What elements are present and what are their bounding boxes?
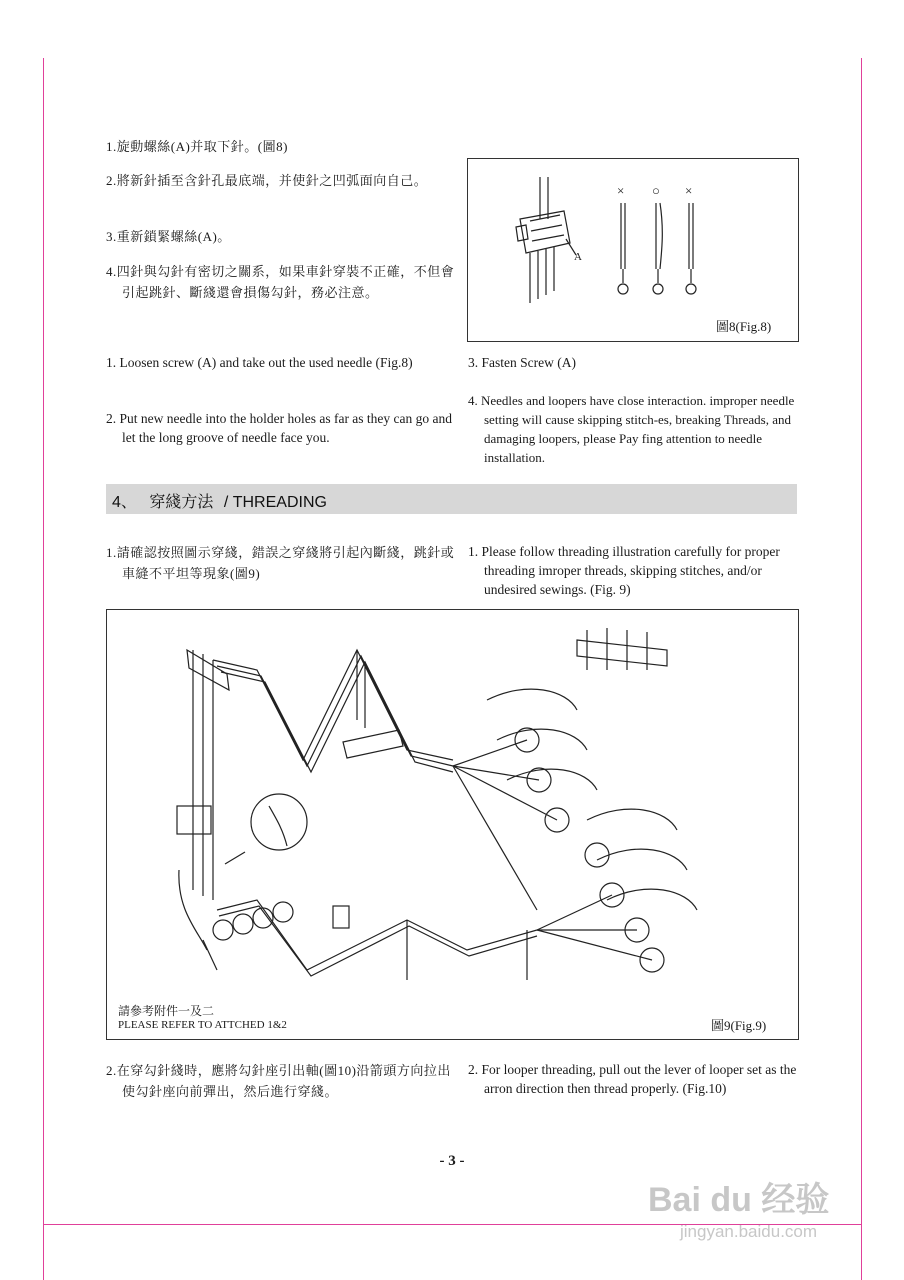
watermark-logo: Bai du 经验 (648, 1181, 830, 1219)
fig9-note-zh: 請參考附件一及二 (118, 1004, 215, 1018)
right-margin-line (861, 58, 862, 1280)
page-number: - 3 - (439, 1153, 465, 1169)
screw-a-label: A (574, 251, 582, 263)
zh-step-4: 4.四針與勾針有密切之關系，如果車針穿裝不正確，不但會引起跳針、斷綫還會損傷勾針，務必注意。 (106, 264, 455, 300)
section-title-en: / THREADING (223, 494, 327, 511)
needle-mark-2: ○ (652, 183, 660, 198)
figure-8 (467, 158, 799, 342)
needle-holder-illustration (468, 159, 798, 341)
threading-diagram (107, 610, 798, 1039)
fig8-caption: 圖8(Fig.8) (716, 319, 772, 334)
threading-zh-1: 1.請確認按照圖示穿綫，錯誤之穿綫將引起內斷綫，跳針或車縫不平坦等現象(圖9) (106, 545, 455, 581)
zh-step-2: 2.將新針插至含針孔最底端，并使針之凹弧面向自己。 (106, 173, 428, 188)
fig9-note-en: PLEASE REFER TO ATTCHED 1&2 (118, 1019, 287, 1031)
zh-step-1: 1.旋動螺絲(A)并取下針。(圖8) (106, 139, 288, 154)
en-step-4: 4. Needles and loopers have close interaction. improper needle setting will cause skipping stitch-es, breaking Threads, and damaging loopers, please Pay fing attention to needle installation. (468, 393, 795, 465)
needle-mark-3: × (685, 183, 693, 198)
section-title-zh: 穿綫方法 (149, 494, 214, 511)
threading-zh-2: 2.在穿勾針綫時，應將勾針座引出軸(圖10)沿箭頭方向拉出使勾針座向前彈出，然后進行穿綫。 (106, 1063, 451, 1099)
section-number: 4、 (112, 494, 137, 511)
left-margin-line (43, 58, 44, 1280)
threading-en-2: 2. For looper threading, pull out the lever of looper set as the arron direction then thread properly. (Fig.10) (468, 1062, 797, 1096)
en-step-3: 3. Fasten Screw (A) (468, 355, 576, 370)
en-step-2: 2. Put new needle into the holder holes as far as they can go and let the long groove of needle face you. (106, 411, 453, 445)
needle-mark-1: × (617, 183, 625, 198)
zh-step-3: 3.重新鎖緊螺絲(A)。 (106, 229, 231, 244)
fig9-caption: 圖9(Fig.9) (711, 1018, 767, 1033)
watermark-url: jingyan.baidu.com (680, 1222, 818, 1241)
section-title (112, 489, 327, 512)
section-header-threading (106, 484, 797, 514)
en-step-1: 1. Loosen screw (A) and take out the used needle (Fig.8) (106, 355, 413, 370)
figure-9 (106, 609, 799, 1040)
threading-en-1: 1. Please follow threading illustration carefully for proper threading imroper threads, skipping stitches, and/or undesired sewings. (Fig. 9) (468, 544, 780, 597)
